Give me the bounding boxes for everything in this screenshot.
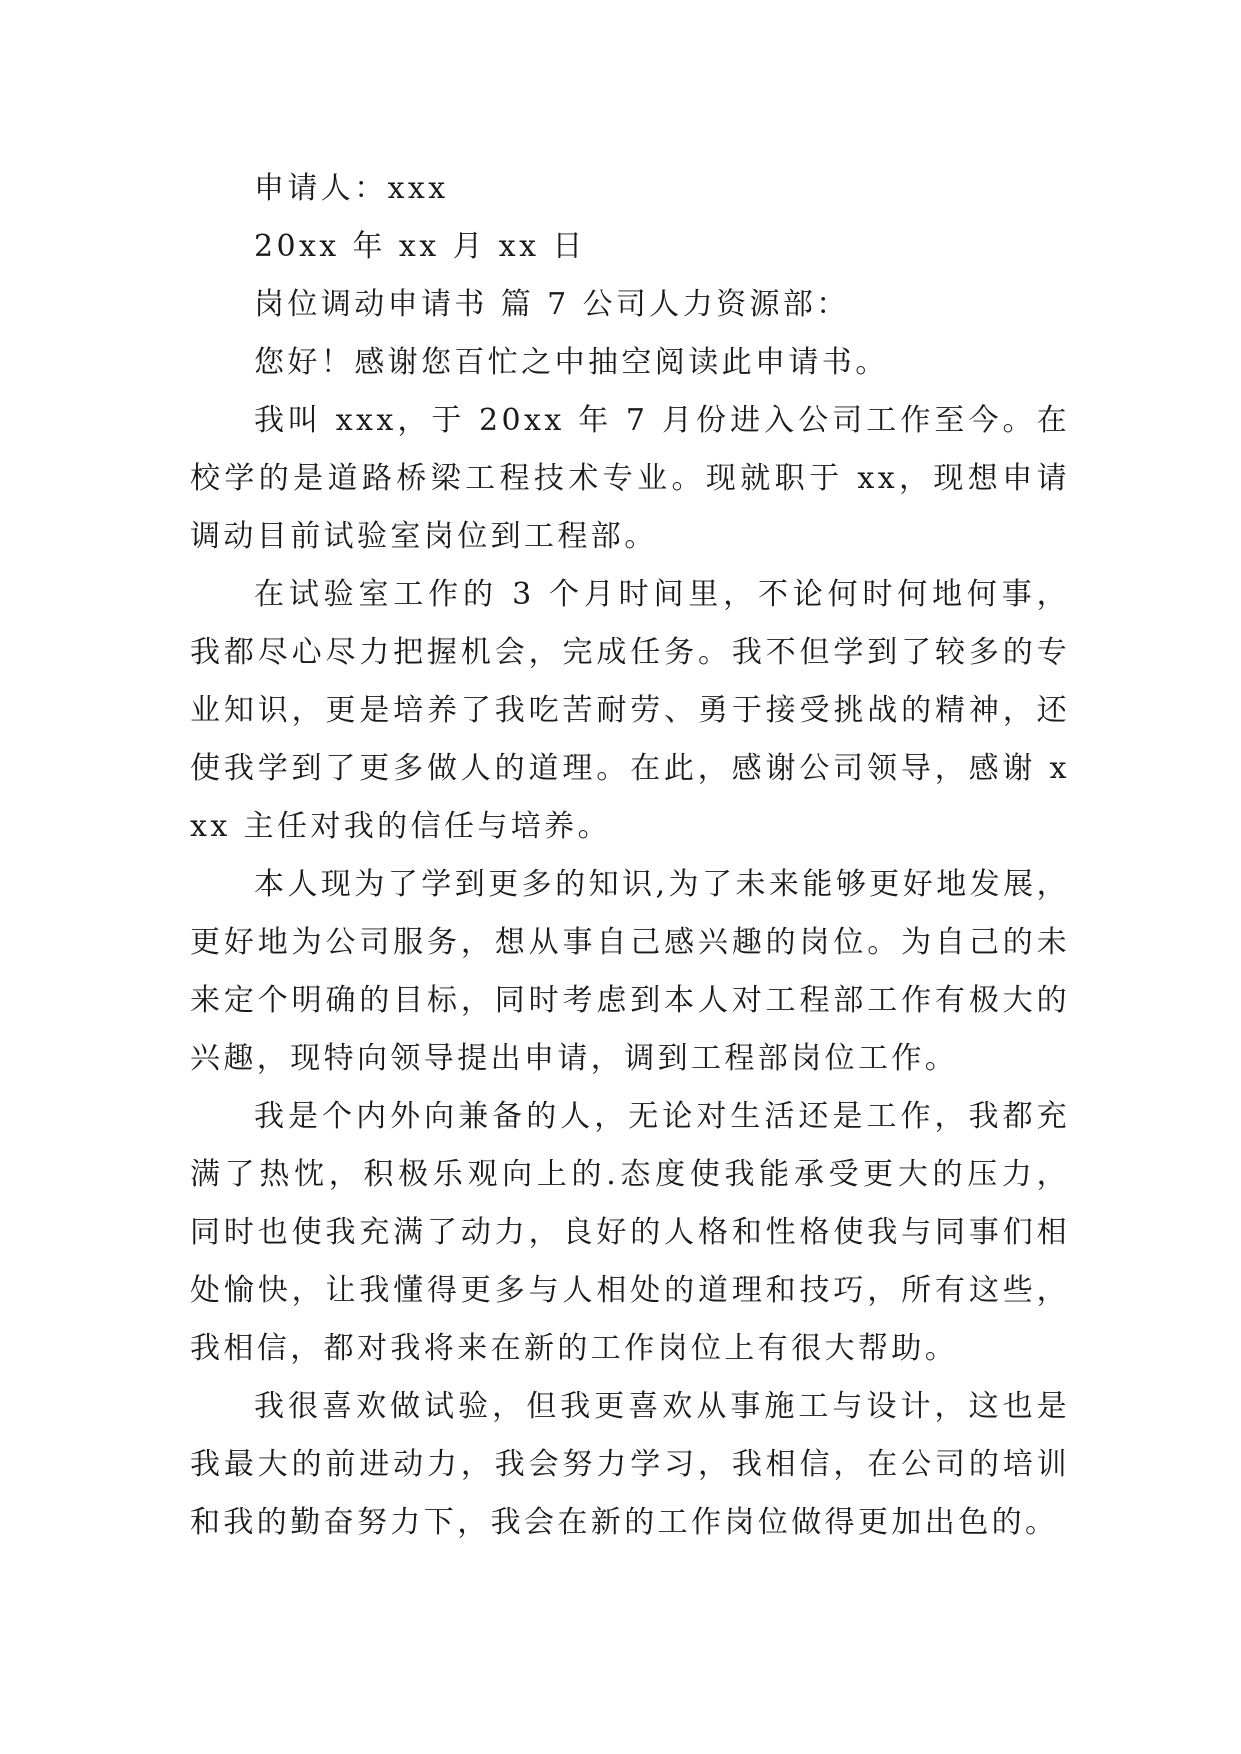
personality-paragraph: 我是个内外向兼备的人，无论对生活还是工作，我都充满了热忱，积极乐观向上的.态度使我能承受更大的压力，同时也使我充满了动力，良好的人格和性格使我与同事们相处愉快，让我懂得更多与人相处的道理和技巧，所有这些，我相信，都对我将来在新的工作岗位上有很大帮助。 [190, 1099, 1070, 1366]
greeting-paragraph: 您好！感谢您百忙之中抽空阅读此申请书。 [254, 345, 889, 380]
document-body [190, 160, 1070, 1552]
closing-paragraph: 我很喜欢做试验，但我更喜欢从事施工与设计，这也是我最大的前进动力，我会努力学习，我相信，在公司的培训和我的勤奋努力下，我会在新的工作岗位做得更加出色的。 [190, 1389, 1070, 1540]
intro-paragraph: 我叫 xxx，于 20xx 年 7 月份进入公司工作至今。在校学的是道路桥梁工程技术专业。现就职于 xx，现想申请调动目前试验室岗位到工程部。 [190, 403, 1070, 554]
motivation-paragraph: 本人现为了学到更多的知识,为了未来能够更好地发展，更好地为公司服务，想从事自己感兴趣的岗位。为自己的未来定个明确的目标，同时考虑到本人对工程部工作有极大的兴趣，现特向领导提出申请，调到工程部岗位工作。 [190, 867, 1070, 1076]
date-line: 20xx 年 xx 月 xx 日 [254, 229, 586, 264]
experience-paragraph: 在试验室工作的 3 个月时间里，不论何时何地何事，我都尽心尽力把握机会，完成任务。我不但学到了较多的专业知识，更是培养了我吃苦耐劳、勇于接受挑战的精神，还使我学到了更多做人的道理。在此，感谢公司领导，感谢 xxx 主任对我的信任与培养。 [190, 577, 1070, 844]
applicant-line: 申请人：xxx [254, 171, 449, 206]
section-heading: 岗位调动申请书 篇 7 公司人力资源部： [254, 287, 850, 322]
